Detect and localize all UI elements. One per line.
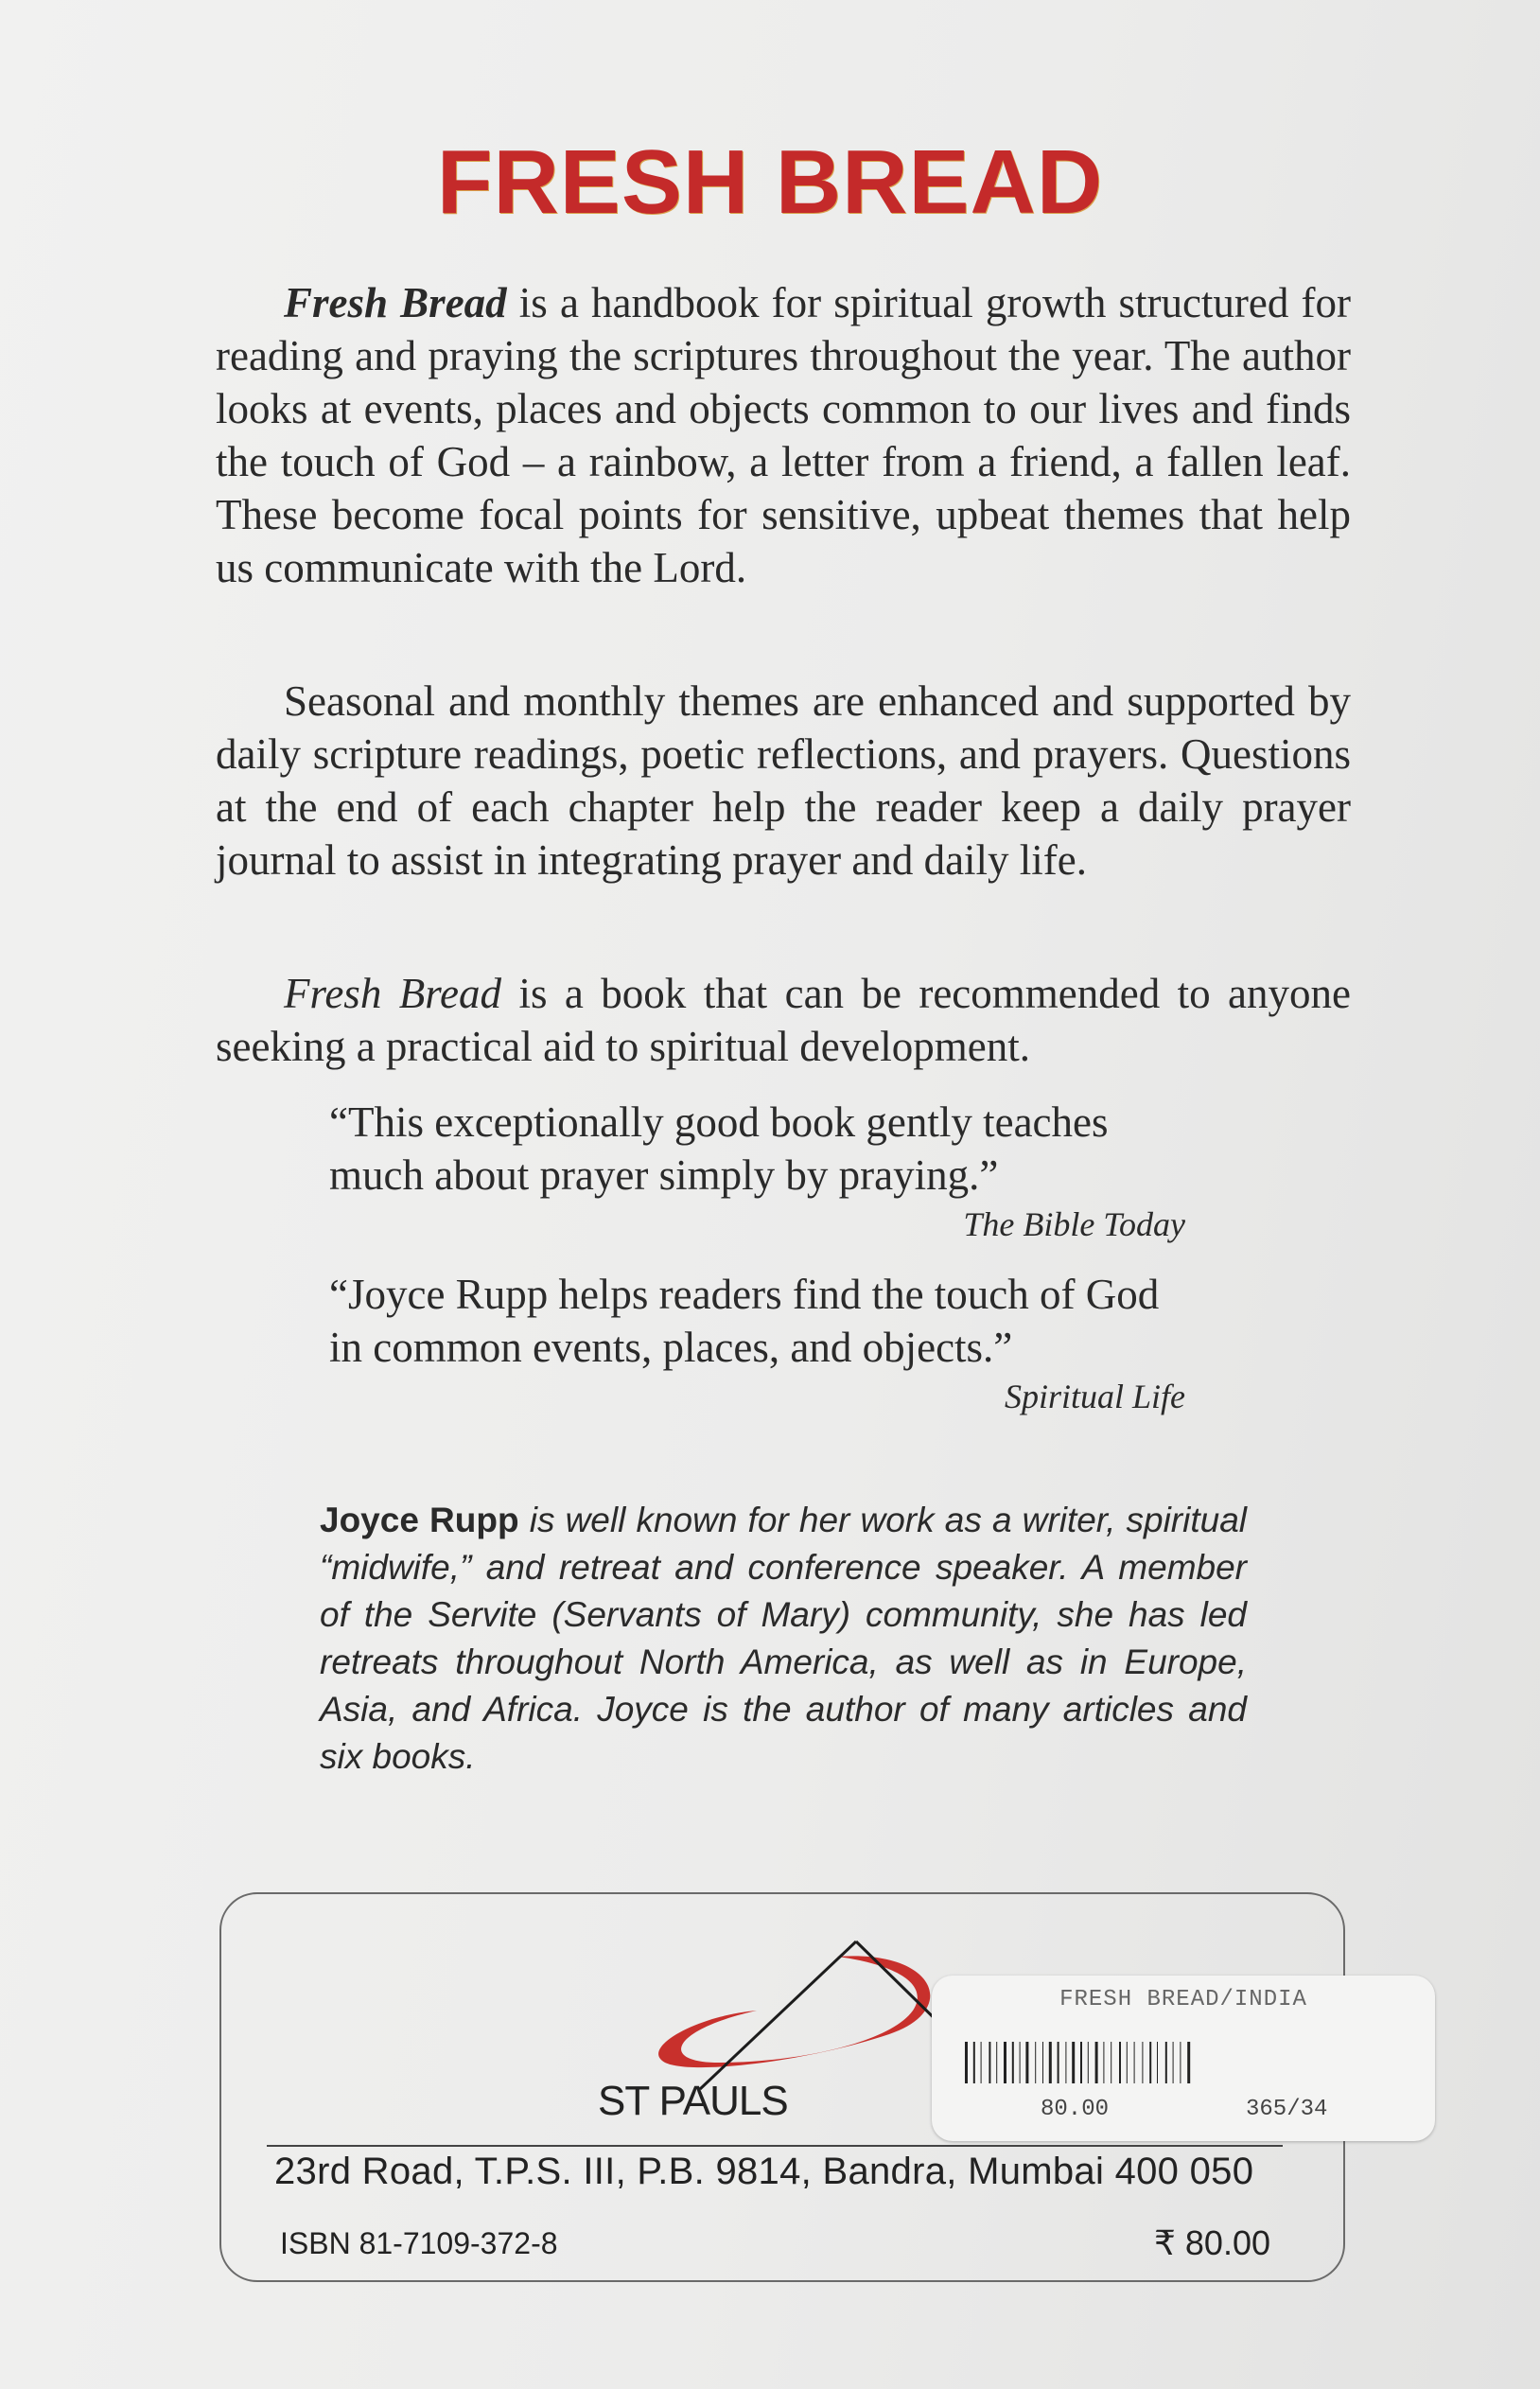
author-bio-text: is well known for her work as a writer, spiritual “midwife,” and retreat and conference speaker. A member of the Servite (Servants of Mary) community, she has led retreats throughout North America, as well as in Europe, Asia, and Africa. Joyce is the author of many articles and six books.	[320, 1501, 1247, 1776]
description-paragraph-1	[216, 276, 1351, 594]
book-title-emphasis: Fresh Bread	[284, 279, 507, 326]
author-name: Joyce Rupp	[320, 1501, 519, 1539]
price-sticker	[932, 1976, 1435, 2141]
divider	[267, 2145, 1283, 2147]
author-bio	[320, 1497, 1247, 1781]
barcode-icon	[965, 2042, 1362, 2083]
quote-text: “Joyce Rupp helps readers find the touch of God in common events, places, and objects.”	[329, 1271, 1160, 1371]
book-title-emphasis: Fresh Bread	[284, 970, 502, 1017]
description-text: is a handbook for spiritual growth structured for reading and praying the scriptures throughout the year. The author looks at events, places and objects common to our lives and finds the touch of God – a rainbow, a letter from a friend, a fallen leaf. These become focal points for sensitive, upbeat themes that help us communicate with the Lord.	[216, 279, 1351, 591]
quote-source: Spiritual Life	[1004, 1378, 1185, 1415]
isbn: ISBN 81-7109-372-8	[280, 2226, 558, 2260]
quote-source: The Bible Today	[963, 1205, 1185, 1243]
sticker-code: 365/34	[1246, 2097, 1328, 2122]
quote-text: “This exceptionally good book gently teaches much about prayer simply by praying.”	[329, 1098, 1109, 1199]
publisher-name: ST PAULS	[598, 2078, 788, 2124]
cover-price: ₹ 80.00	[1154, 2223, 1270, 2262]
review-quote	[329, 1096, 1185, 1245]
book-title: FRESH BREAD	[436, 132, 1104, 233]
description-paragraph-3	[216, 967, 1351, 1073]
review-quote	[329, 1268, 1185, 1417]
description-text: is a book that can be recommended to anyone seeking a practical aid to spiritual development.	[216, 970, 1352, 1070]
sticker-title: FRESH BREAD/INDIA	[1059, 1987, 1307, 2012]
sticker-price: 80.00	[1041, 2097, 1110, 2122]
description-paragraph-2	[216, 675, 1351, 887]
publisher-address: 23rd Road, T.P.S. III, P.B. 9814, Bandra, Mumbai 400 050	[274, 2151, 1254, 2192]
description-text: Seasonal and monthly themes are enhanced and supported by daily scripture readings, poetic reflections, and prayers. Questions at the end of each chapter help the reader keep a daily prayer journal to assist in integrating prayer and daily life.	[216, 677, 1351, 884]
